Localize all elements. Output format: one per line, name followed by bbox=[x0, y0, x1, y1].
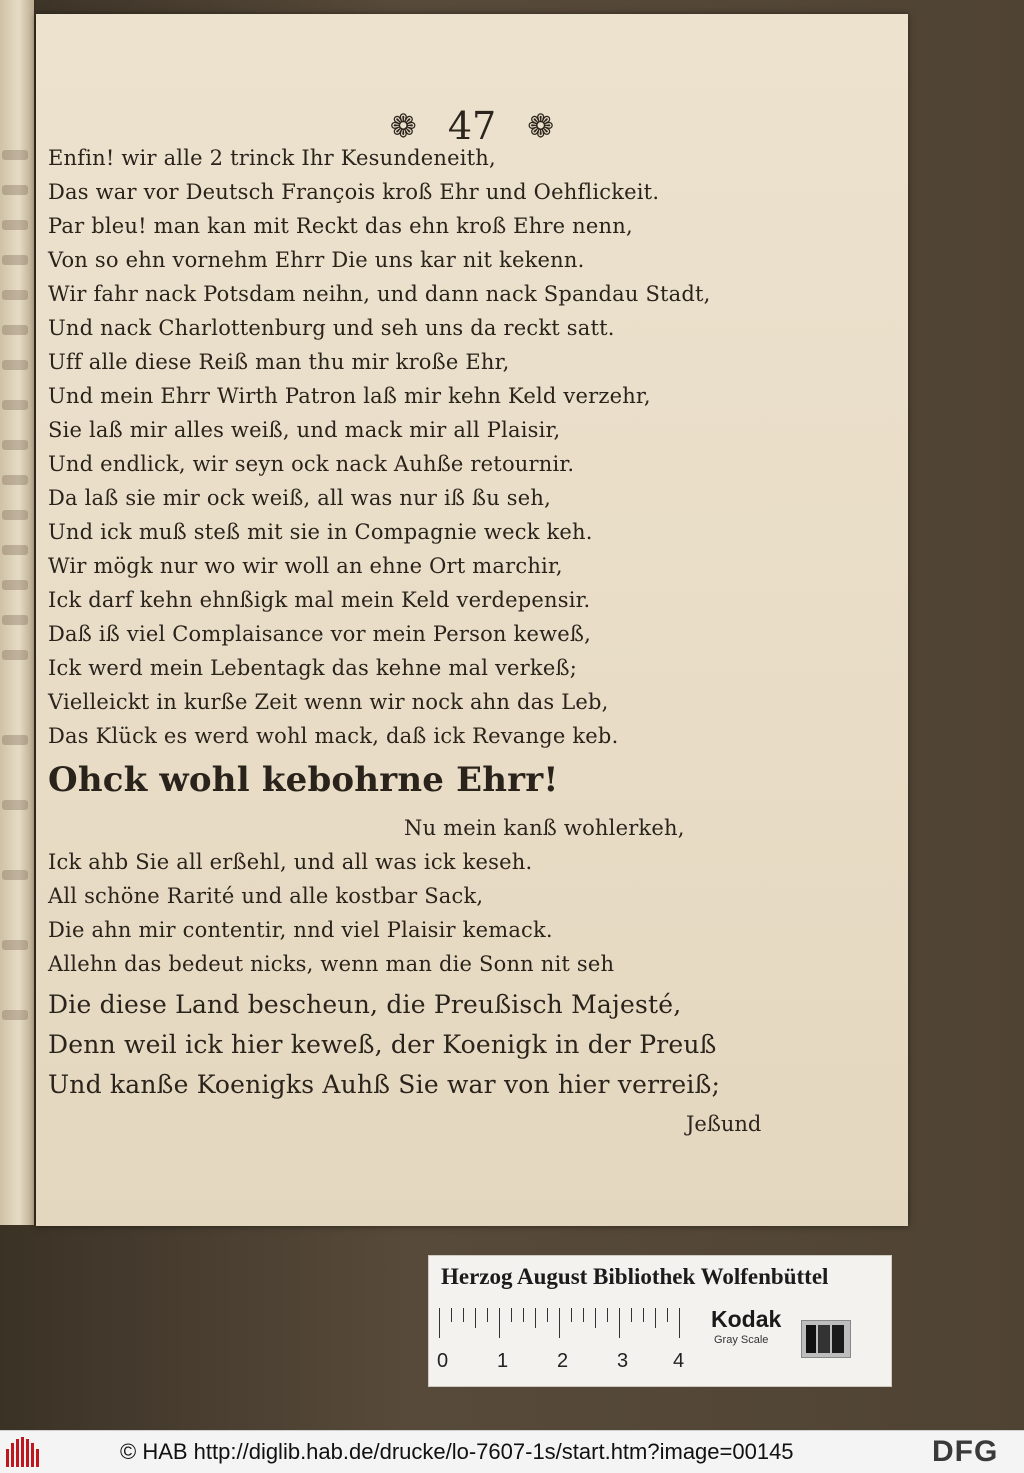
speaker-heading: Ohck wohl kebohrne Ehrr! bbox=[48, 760, 559, 800]
library-name: Herzog August Bibliothek Wolfenbüttel bbox=[441, 1264, 829, 1289]
gray-scale-patches bbox=[801, 1320, 851, 1358]
text-line: Und mein Ehrr Wirth Patron laß mir kehn Keld verzehr, bbox=[48, 384, 651, 408]
text-line: Da laß sie mir ock weiß, all was nur iß ßu seh, bbox=[48, 486, 552, 510]
text-line: Uff alle diese Reiß man thu mir kroße Ehr, bbox=[48, 350, 510, 374]
text-line: Und endlick, wir seyn ock nack Auhße retournir. bbox=[48, 452, 575, 476]
gray-scale-label: Gray Scale bbox=[714, 1334, 769, 1346]
ruler-number: 4 bbox=[673, 1350, 685, 1372]
copyright-url[interactable]: © HAB http://diglib.hab.de/drucke/lo-7607-1s/start.htm?image=00145 bbox=[120, 1439, 794, 1464]
text-line: Daß iß viel Complaisance vor mein Person keweß, bbox=[48, 622, 591, 646]
text-line: Vielleickt in kurße Zeit wenn wir nock ahn das Leb, bbox=[48, 690, 609, 714]
text-line: Und nack Charlottenburg und seh uns da reckt satt. bbox=[48, 316, 615, 340]
text-line: Von so ehn vornehm Ehrr Die uns kar nit kekenn. bbox=[48, 248, 585, 272]
ruler-number: 1 bbox=[497, 1350, 509, 1372]
text-line: Wir mögk nur wo wir woll an ehne Ort marchir, bbox=[48, 554, 563, 578]
text-line: All schöne Rarité und alle kostbar Sack, bbox=[48, 884, 484, 908]
text-line: Wir fahr nack Potsdam neihn, und dann nack Spandau Stadt, bbox=[48, 282, 711, 306]
text-line: Das war vor Deutsch François kroß Ehr und Oehflickeit. bbox=[48, 180, 660, 204]
hab-logo-icon bbox=[6, 1437, 46, 1467]
book-page bbox=[36, 14, 908, 1226]
ruler-number: 0 bbox=[437, 1350, 449, 1372]
text-line: Und kanße Koenigks Auhß Sie war von hier verreiß; bbox=[48, 1070, 721, 1099]
kodak-logo: Kodak bbox=[711, 1306, 782, 1332]
dfg-logo: DFG bbox=[932, 1435, 999, 1468]
text-line: Par bleu! man kan mit Reckt das ehn kroß Ehre nenn, bbox=[48, 214, 633, 238]
text-line: Ick darf kehn ehnßigk mal mein Keld verdepensir. bbox=[48, 588, 591, 612]
text-line: Enfin! wir alle 2 trinck Ihr Kesundeneith, bbox=[48, 146, 496, 170]
text-line: Nu mein kanß wohlerkeh, bbox=[404, 816, 685, 840]
scale-ruler-card bbox=[428, 1255, 892, 1387]
text-line: Ick werd mein Lebentagk das kehne mal verkeß; bbox=[48, 656, 577, 680]
ruler-number: 2 bbox=[557, 1350, 569, 1372]
footer-bar bbox=[0, 1430, 1024, 1473]
text-line: Sie laß mir alles weiß, und mack mir all Plaisir, bbox=[48, 418, 561, 442]
text-line: Die ahn mir contentir, nnd viel Plaisir kemack. bbox=[48, 918, 553, 942]
text-line: Ick ahb Sie all erßehl, und all was ick keseh. bbox=[48, 850, 533, 874]
flower-ornament-left-icon: ❁ bbox=[389, 107, 417, 145]
text-line: Denn weil ick hier keweß, der Koenigk in der Preuß bbox=[48, 1030, 717, 1059]
text-line: Die diese Land bescheun, die Preußisch Majesté, bbox=[48, 990, 682, 1019]
text-line: Das Klück es werd wohl mack, daß ick Revange keb. bbox=[48, 724, 619, 748]
catchword: Jeßund bbox=[686, 1112, 762, 1136]
previous-page-edge bbox=[0, 0, 36, 1225]
text-line: Und ick muß steß mit sie in Compagnie weck keh. bbox=[48, 520, 593, 544]
ruler-scale bbox=[439, 1308, 689, 1338]
ruler-number: 3 bbox=[617, 1350, 629, 1372]
text-line: Allehn das bedeut nicks, wenn man die Sonn nit seh bbox=[48, 952, 615, 976]
page-number: 47 bbox=[447, 104, 497, 148]
flower-ornament-right-icon: ❁ bbox=[527, 107, 555, 145]
